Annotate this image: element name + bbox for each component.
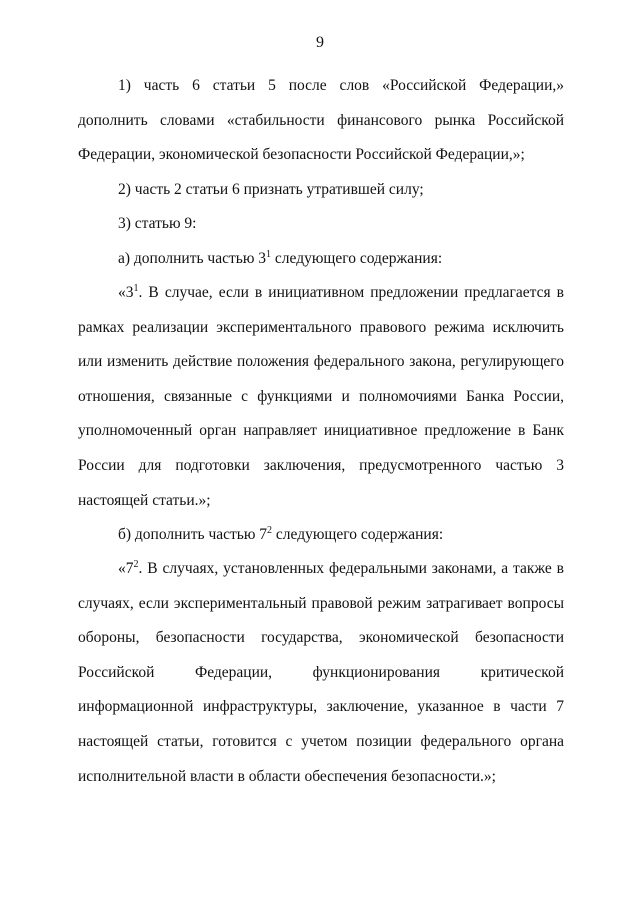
item-3b-paragraph: [78, 518, 564, 553]
item-3a-superscript: 1: [266, 248, 272, 260]
quote-7-2-text-pre: «7: [118, 560, 134, 577]
page-number: 9: [316, 34, 324, 51]
quote-7-2-text-post: . В случаях, установленных федеральными законами, а также в случаях, если экспериментальный правовой режим затрагивает вопросы обороны, безопасности государства, экономической безопасности Российской Федерации, функционирования критической информационной инфраструктуры, заключение, указанное в части 7 настоящей статьи, готовится с учетом позиции федерального органа исполнительной власти в области обеспечения безопасности.»;: [78, 560, 564, 785]
item-3a-paragraph: [78, 242, 564, 277]
quote-3-1-superscript: 1: [133, 282, 139, 294]
quote-part-3-1-paragraph: [78, 276, 564, 518]
item-3-paragraph: 3) статью 9:: [118, 215, 197, 232]
quote-part-7-2-paragraph: [78, 552, 564, 794]
quote-3-1-text-post: . В случае, если в инициативном предложении предлагается в рамках реализации экспериментального правового режима исключить или изменить действие положения федерального закона, регулирующего отношения, связанные с функциями и полномочиями Банка России, уполномоченный орган направляет инициативное предложение в Банк России для подготовки заключения, предусмотренного частью 3 настоящей статьи.»;: [78, 284, 564, 509]
quote-3-1-text-pre: «3: [118, 284, 134, 301]
quote-7-2-superscript: 2: [133, 558, 139, 570]
item-3a-text-pre: а) дополнить частью 3: [118, 250, 267, 267]
item-2-paragraph: 2) часть 2 статьи 6 признать утратившей силу;: [118, 181, 424, 198]
item-3b-superscript: 2: [267, 524, 273, 536]
item-3b-text-post: следующего содержания:: [272, 526, 444, 543]
item-3b-text-pre: б) дополнить частью 7: [118, 526, 268, 543]
item-1-paragraph: 1) часть 6 статьи 5 после слов «Российской Федерации,» дополнить словами «стабильности финансового рынка Российской Федерации, экономической безопасности Российской Федерации,»;: [78, 77, 564, 164]
item-3a-text-post: следующего содержания:: [271, 250, 443, 267]
